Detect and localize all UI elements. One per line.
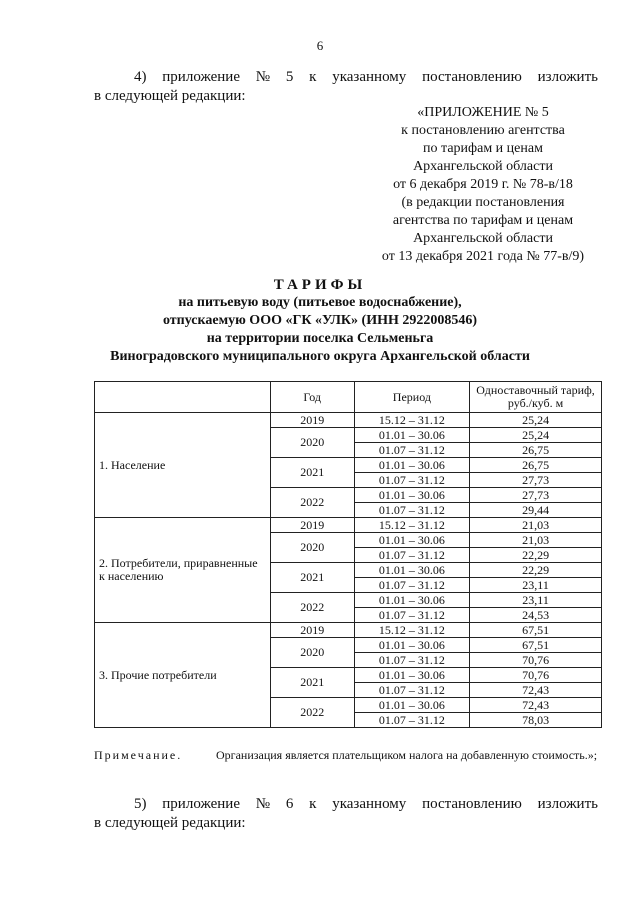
appendix-line: Архангельской области	[413, 231, 553, 246]
table-row	[95, 518, 602, 533]
page-number: 6	[316, 38, 324, 53]
title-main: ТАРИФЫ	[273, 277, 367, 293]
cell-period: 01.07 – 31.12	[354, 608, 470, 623]
cell-period: 15.12 – 31.12	[354, 518, 470, 533]
cell-tariff: 70,76	[470, 653, 602, 668]
title-line: на территории поселка Сельменьга	[206, 331, 434, 346]
cell-period: 15.12 – 31.12	[354, 623, 470, 638]
cell-year: 2022	[270, 488, 354, 518]
appendix-line: Архангельской области	[413, 159, 553, 174]
cell-year: 2019	[270, 518, 354, 533]
cell-tariff: 22,29	[470, 548, 602, 563]
cell-tariff: 67,51	[470, 623, 602, 638]
cell-period: 01.07 – 31.12	[354, 443, 470, 458]
cell-tariff: 21,03	[470, 533, 602, 548]
cell-period: 01.01 – 30.06	[354, 563, 470, 578]
cell-year: 2019	[270, 413, 354, 428]
paragraph-word: к	[309, 69, 317, 85]
title-line: отпускаемую ООО «ГК «УЛК» (ИНН 2922008546)	[162, 313, 478, 328]
cell-period: 01.07 – 31.12	[354, 653, 470, 668]
cell-year: 2021	[270, 668, 354, 698]
cell-period: 01.07 – 31.12	[354, 713, 470, 728]
cell-period: 01.07 – 31.12	[354, 683, 470, 698]
header-category	[95, 382, 271, 413]
cell-tariff: 27,73	[470, 473, 602, 488]
cell-tariff: 78,03	[470, 713, 602, 728]
appendix-line: агентства по тарифам и ценам	[392, 213, 574, 228]
cell-tariff: 72,43	[470, 683, 602, 698]
cell-period: 01.01 – 30.06	[354, 488, 470, 503]
paragraph-word: №	[255, 69, 271, 85]
note-text: Организация является плательщиком налога на добавленную стоимость.»;	[216, 748, 598, 762]
header-period: Период	[354, 382, 470, 413]
appendix-line: к постановлению агентства	[401, 123, 565, 138]
appendix-line: (в редакции постановления	[401, 195, 565, 210]
cell-period: 01.07 – 31.12	[354, 578, 470, 593]
cell-tariff: 23,11	[470, 593, 602, 608]
document-title	[0, 276, 640, 366]
cell-year: 2020	[270, 428, 354, 458]
paragraph-5-line-1	[94, 795, 598, 814]
paragraph-word: изложить	[537, 69, 598, 85]
table-row	[95, 413, 602, 428]
appendix-header	[368, 104, 598, 266]
cell-tariff: 25,24	[470, 413, 602, 428]
paragraph-4-line-2: в следующей редакции:	[94, 88, 246, 104]
cell-category: 2. Потребители, приравненные к населению	[95, 518, 271, 623]
cell-period: 01.01 – 30.06	[354, 458, 470, 473]
cell-year: 2022	[270, 698, 354, 728]
cell-period: 01.01 – 30.06	[354, 698, 470, 713]
cell-year: 2021	[270, 458, 354, 488]
tariff-table	[94, 381, 602, 728]
cell-tariff: 70,76	[470, 668, 602, 683]
cell-tariff: 22,29	[470, 563, 602, 578]
appendix-line: от 13 декабря 2021 года № 77-в/9)	[381, 249, 585, 264]
appendix-line: по тарифам и ценам	[423, 141, 543, 156]
header-year: Год	[270, 382, 354, 413]
appendix-line: «ПРИЛОЖЕНИЕ № 5	[417, 105, 549, 120]
cell-tariff: 26,75	[470, 458, 602, 473]
paragraph-word: 6	[285, 796, 294, 812]
cell-tariff: 29,44	[470, 503, 602, 518]
cell-period: 15.12 – 31.12	[354, 413, 470, 428]
cell-tariff: 24,53	[470, 608, 602, 623]
header-tariff: Одноставочный тариф, руб./куб. м	[470, 382, 602, 413]
paragraph-word: указанному	[332, 69, 407, 85]
paragraph-5	[94, 795, 598, 833]
title-line: на питьевую воду (питьевое водоснабжение),	[178, 295, 462, 310]
cell-period: 01.01 – 30.06	[354, 533, 470, 548]
title-line: Виноградовского муниципального округа Архангельской области	[110, 349, 530, 364]
table-header-row	[95, 382, 602, 413]
paragraph-word: 5	[285, 69, 294, 85]
cell-tariff: 21,03	[470, 518, 602, 533]
paragraph-word: изложить	[537, 796, 598, 812]
paragraph-word: приложение	[162, 69, 240, 85]
paragraph-4	[94, 68, 598, 106]
paragraph-word: постановлению	[422, 796, 522, 812]
cell-year: 2019	[270, 623, 354, 638]
cell-period: 01.01 – 30.06	[354, 638, 470, 653]
cell-year: 2020	[270, 638, 354, 668]
cell-tariff: 26,75	[470, 443, 602, 458]
paragraph-word: к	[309, 796, 317, 812]
paragraph-word: 4)	[134, 69, 147, 85]
cell-year: 2021	[270, 563, 354, 593]
cell-period: 01.07 – 31.12	[354, 503, 470, 518]
cell-tariff: 23,11	[470, 578, 602, 593]
title-subtitle	[0, 294, 640, 366]
cell-period: 01.01 – 30.06	[354, 593, 470, 608]
cell-category: 3. Прочие потребители	[95, 623, 271, 728]
paragraph-word: указанному	[332, 796, 407, 812]
cell-period: 01.01 – 30.06	[354, 428, 470, 443]
note-label: Примечание.	[94, 748, 183, 762]
paragraph-word: приложение	[162, 796, 240, 812]
appendix-line: от 6 декабря 2019 г. № 78-в/18	[393, 177, 573, 192]
cell-period: 01.07 – 31.12	[354, 473, 470, 488]
cell-period: 01.01 – 30.06	[354, 668, 470, 683]
cell-tariff: 67,51	[470, 638, 602, 653]
paragraph-word: постановлению	[422, 69, 522, 85]
paragraph-word: №	[255, 796, 271, 812]
cell-year: 2022	[270, 593, 354, 623]
paragraph-word: 5)	[134, 796, 147, 812]
cell-period: 01.07 – 31.12	[354, 548, 470, 563]
table-row	[95, 623, 602, 638]
note	[94, 748, 600, 763]
paragraph-4-line-1	[94, 68, 598, 87]
cell-year: 2020	[270, 533, 354, 563]
cell-category: 1. Население	[95, 413, 271, 518]
cell-tariff: 72,43	[470, 698, 602, 713]
cell-tariff: 27,73	[470, 488, 602, 503]
paragraph-5-line-2: в следующей редакции:	[94, 815, 246, 831]
cell-tariff: 25,24	[470, 428, 602, 443]
